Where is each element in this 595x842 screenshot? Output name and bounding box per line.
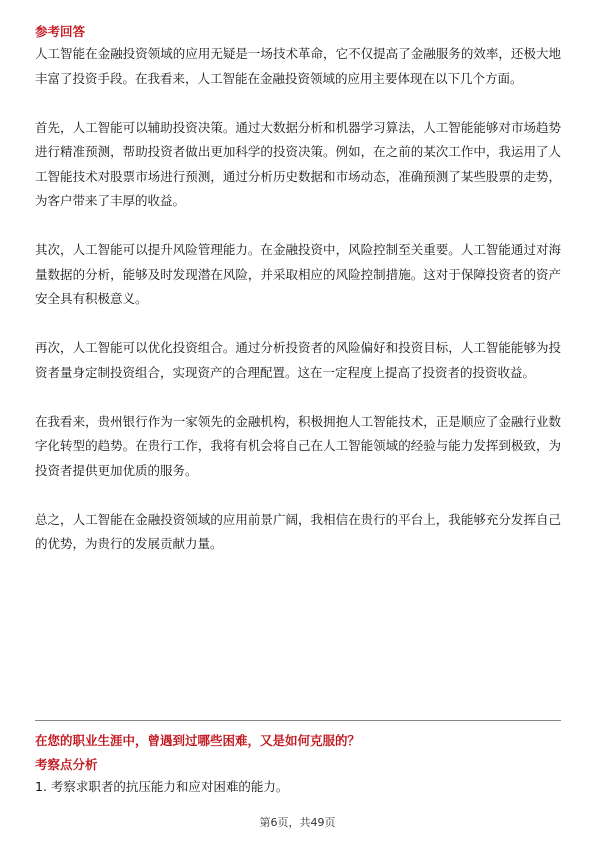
section-divider <box>35 720 561 721</box>
next-question-section <box>35 730 561 798</box>
answer-paragraphs <box>35 42 561 557</box>
answer-section <box>35 22 561 557</box>
interview-question: 在您的职业生涯中，曾遇到过哪些困难，又是如何克服的？ <box>35 733 361 748</box>
answer-paragraph-third: 再次，人工智能可以优化投资组合。通过分析投资者的风险偏好和投资目标，人工智能能够为投资者量身定制投资组合，实现资产的合理配置。这在一定程度上提高了投资者的投资收益。 <box>35 340 561 380</box>
analysis-item: 1. 考察求职者的抗压能力和应对困难的能力。 <box>35 779 289 794</box>
answer-heading: 参考回答 <box>35 24 86 39</box>
answer-paragraph-intro: 人工智能在金融投资领域的应用无疑是一场技术革命，它不仅提高了金融服务的效率，还极大地丰富了投资手段。在我看来，人工智能在金融投资领域的应用主要体现在以下几个方面。 <box>35 46 561 86</box>
answer-paragraph-second: 其次，人工智能可以提升风险管理能力。在金融投资中，风险控制至关重要。人工智能通过对海量数据的分析，能够及时发现潜在风险，并采取相应的风险控制措施。这对于保障投资者的资产安全具有积极意义。 <box>35 242 561 306</box>
page-footer: 第6页，共49页 <box>259 816 336 829</box>
answer-paragraph-conclusion: 总之，人工智能在金融投资领域的应用前景广阔，我相信在贵行的平台上，我能够充分发挥自己的优势，为贵行的发展贡献力量。 <box>35 511 561 551</box>
analysis-heading: 考察点分析 <box>35 757 98 772</box>
answer-paragraph-bank: 在我看来，贵州银行作为一家领先的金融机构，积极拥抱人工智能技术，正是顺应了金融行业数字化转型的趋势。在贵行工作，我将有机会将自己在人工智能领域的经验与能力发挥到极致，为投资者提供更加优质的服务。 <box>35 413 561 478</box>
answer-paragraph-first: 首先，人工智能可以辅助投资决策。通过大数据分析和机器学习算法，人工智能能够对市场趋势进行精准预测，帮助投资者做出更加科学的投资决策。例如，在之前的某次工作中，我运用了人工智能技术对股票市场进行预测，通过分析历史数据和市场动态，准确预测了某些股票的走势，为客户带来了丰厚的收益。 <box>35 119 561 208</box>
